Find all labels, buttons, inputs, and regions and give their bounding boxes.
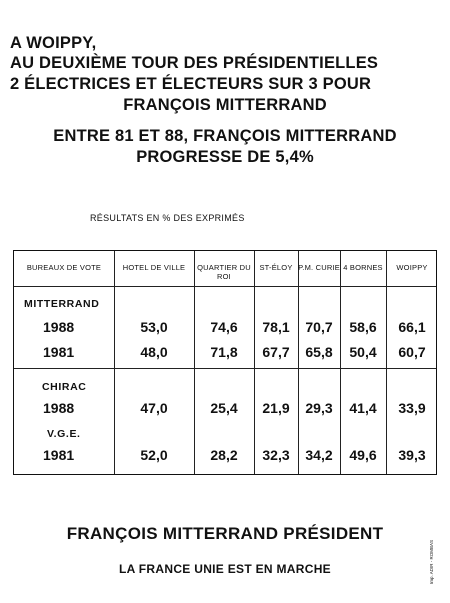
headline-line-2: AU DEUXIÈME TOUR DES PRÉSIDENTIELLES xyxy=(10,54,379,72)
table-cell: 34,2 xyxy=(305,447,333,463)
row-divider xyxy=(14,368,436,369)
table-cell: 39,3 xyxy=(398,447,426,463)
column-divider xyxy=(254,251,255,474)
table-cell: 21,9 xyxy=(262,400,290,416)
year-label: 1988 xyxy=(43,319,75,335)
table-cell: 66,1 xyxy=(398,319,426,335)
table-cell: 50,4 xyxy=(349,344,377,360)
table-cell: 71,8 xyxy=(210,344,238,360)
headline-line-6: PROGRESSE DE 5,4% xyxy=(136,148,314,166)
table-cell: 28,2 xyxy=(210,447,238,463)
column-divider xyxy=(194,251,195,474)
candidate-label-vge: V.G.E. xyxy=(47,428,81,440)
year-label: 1988 xyxy=(43,400,75,416)
table-cell: 25,4 xyxy=(210,400,238,416)
table-cell: 47,0 xyxy=(140,400,168,416)
tagline: LA FRANCE UNIE EST EN MARCHE xyxy=(119,562,331,576)
headline-line-5: ENTRE 81 ET 88, FRANÇOIS MITTERRAND xyxy=(53,127,397,145)
table-cell: 65,8 xyxy=(305,344,333,360)
table-cell: 52,0 xyxy=(140,447,168,463)
table-cell: 32,3 xyxy=(262,447,290,463)
headline-line-1: A WOIPPY, xyxy=(10,34,97,52)
candidate-label-mitterrand: MITTERRAND xyxy=(24,298,100,310)
col-header-4-bornes: 4 BORNES xyxy=(343,263,383,272)
slogan: FRANÇOIS MITTERRAND PRÉSIDENT xyxy=(66,524,384,543)
header-divider xyxy=(14,286,436,287)
printer-credit: Imp. ADIR - ROMBAS xyxy=(429,539,434,584)
table-cell: 33,9 xyxy=(398,400,426,416)
col-header-st-eloy: ST-ÉLOY xyxy=(259,263,293,272)
col-header-quartier-du-roi: QUARTIER DU ROI xyxy=(197,263,251,281)
column-divider xyxy=(114,251,115,474)
table-cell: 49,6 xyxy=(349,447,377,463)
column-divider xyxy=(340,251,341,474)
table-cell: 29,3 xyxy=(305,400,333,416)
col-header-hotel-de-ville: HOTEL DE VILLE xyxy=(122,263,186,272)
col-header-woippy: WOIPPY xyxy=(396,263,428,272)
table-cell: 53,0 xyxy=(140,319,168,335)
results-table xyxy=(13,250,437,475)
table-cell: 48,0 xyxy=(140,344,168,360)
table-cell: 78,1 xyxy=(262,319,290,335)
headline-line-3: 2 ÉLECTRICES ET ÉLECTEURS SUR 3 POUR xyxy=(10,75,372,93)
table-cell: 74,6 xyxy=(210,319,238,335)
col-header-bureaux: BUREAUX DE VOTE xyxy=(26,263,102,272)
year-label: 1981 xyxy=(43,447,75,463)
table-caption: RÉSULTATS EN % DES EXPRIMÉS xyxy=(90,213,245,223)
col-header-pm-curie: P.M. CURIE xyxy=(298,263,340,272)
table-cell: 70,7 xyxy=(305,319,333,335)
headline-line-4: FRANÇOIS MITTERRAND xyxy=(123,96,327,114)
table-cell: 67,7 xyxy=(262,344,290,360)
table-cell: 41,4 xyxy=(349,400,377,416)
year-label: 1981 xyxy=(43,344,75,360)
table-cell: 60,7 xyxy=(398,344,426,360)
table-cell: 58,6 xyxy=(349,319,377,335)
column-divider xyxy=(298,251,299,474)
candidate-label-chirac: CHIRAC xyxy=(42,381,87,393)
column-divider xyxy=(386,251,387,474)
